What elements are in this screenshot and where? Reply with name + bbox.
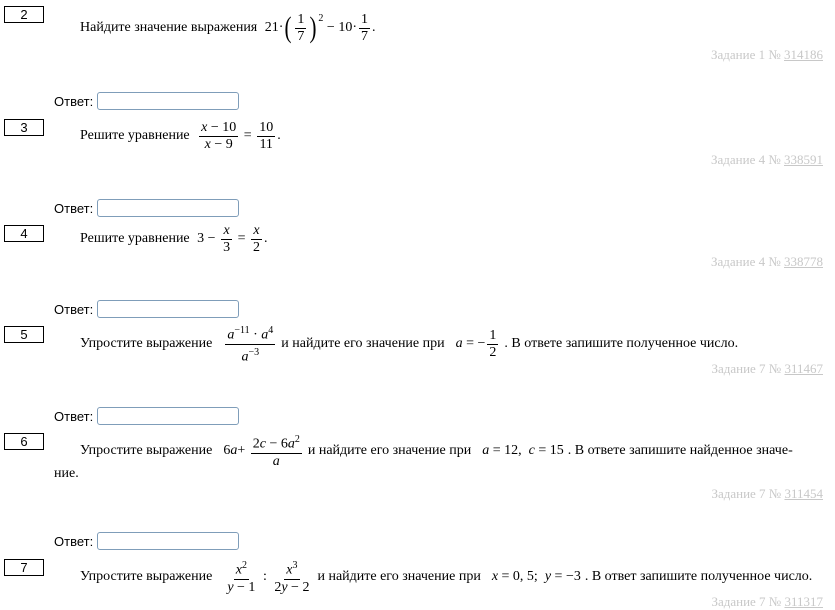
answer-row xyxy=(54,407,239,425)
source-prefix: Задание 4 № xyxy=(710,254,781,269)
task-text-wrap: ние. xyxy=(54,466,79,481)
task-source xyxy=(711,361,823,377)
answer-row xyxy=(54,199,239,217)
source-link[interactable]: 338591 xyxy=(784,152,823,167)
task-prompt xyxy=(80,117,285,155)
task-prompt xyxy=(80,325,738,363)
math-expression: $\frac{x^2}{y - 1}$ : $\frac{x^3}{2y - 2}$ xyxy=(227,560,310,595)
answer-row xyxy=(54,92,239,110)
answer-row xyxy=(54,532,239,550)
task-source xyxy=(711,486,823,502)
task-number: 6 xyxy=(4,433,44,450)
task-number: 4 xyxy=(4,225,44,242)
task-text: Найдите значение выражения xyxy=(80,20,258,35)
source-link[interactable]: 311317 xyxy=(784,594,823,609)
answer-input[interactable] xyxy=(97,199,239,217)
math-expression: 3 − $\frac{x}{3}$ = $\frac{x}{2}$ . xyxy=(193,222,268,255)
source-prefix: Задание 7 № xyxy=(711,594,782,609)
task-text-mid: и найдите его значение при xyxy=(281,336,445,351)
task-source xyxy=(711,47,823,63)
task-text-end: . В ответ запишите полученное число. xyxy=(584,569,813,584)
task-prompt xyxy=(80,8,379,48)
task-prompt xyxy=(80,557,812,597)
task-source xyxy=(711,594,823,610)
source-link[interactable]: 314186 xyxy=(784,47,823,62)
task-text: Упростите выражение xyxy=(80,569,213,584)
math-condition: a = 12, c = 15 xyxy=(482,443,564,458)
source-prefix: Задание 7 № xyxy=(711,361,782,376)
source-link[interactable]: 311467 xyxy=(784,361,823,376)
task-source xyxy=(711,254,823,270)
source-prefix: Задание 4 № xyxy=(710,152,781,167)
task-number: 3 xyxy=(4,119,44,136)
task-text: Решите уравнение xyxy=(80,128,190,143)
math-expression: $\frac{x - 10}{x - 9}$ = $\frac{10}{11}$ . xyxy=(201,119,281,152)
math-expression: $\frac{a^{-11} \cdot a^4}{a^{-3}}$ xyxy=(227,324,274,365)
source-prefix: Задание 1 № xyxy=(710,47,781,62)
task-source xyxy=(711,152,823,168)
math-expression: 21· ( $\frac{1}{7}$ ) $^2$ − 10· $\frac{1}{7}$ . xyxy=(261,11,376,44)
source-prefix: Задание 7 № xyxy=(711,486,782,501)
task-prompt xyxy=(80,220,271,258)
answer-input[interactable] xyxy=(97,532,239,550)
task-text-end: . В ответе запишите полученное число. xyxy=(504,336,739,351)
task-text-mid: и найдите его значение при xyxy=(317,569,481,584)
answer-label: Ответ: xyxy=(54,200,94,216)
task-number: 5 xyxy=(4,326,44,343)
answer-label: Ответ: xyxy=(54,408,94,424)
source-link[interactable]: 338778 xyxy=(784,254,823,269)
answer-input[interactable] xyxy=(97,300,239,318)
source-link[interactable]: 311454 xyxy=(784,486,823,501)
math-condition: x = 0, 5; y = −3 xyxy=(491,569,581,584)
answer-input[interactable] xyxy=(97,92,239,110)
task-text: Упростите выражение xyxy=(80,336,213,351)
task-number: 7 xyxy=(4,559,44,576)
answer-row xyxy=(54,300,239,318)
task-text: Решите уравнение xyxy=(80,231,190,246)
answer-input[interactable] xyxy=(97,407,239,425)
answer-label: Ответ: xyxy=(54,301,94,317)
math-expression: 6 a + $\frac{2c - 6a^2}{a}$ xyxy=(216,434,300,469)
math-condition: a = − $\frac{1}{2}$ xyxy=(455,327,497,360)
task-prompt xyxy=(80,432,793,470)
task-text-mid: и найдите его значение при xyxy=(307,443,472,458)
task-number: 2 xyxy=(4,6,44,23)
answer-label: Ответ: xyxy=(54,93,94,109)
answer-label: Ответ: xyxy=(54,533,94,549)
task-text-end: . В ответе запишите найденное значе- xyxy=(567,443,793,458)
task-text: Упростите выражение xyxy=(80,443,213,458)
